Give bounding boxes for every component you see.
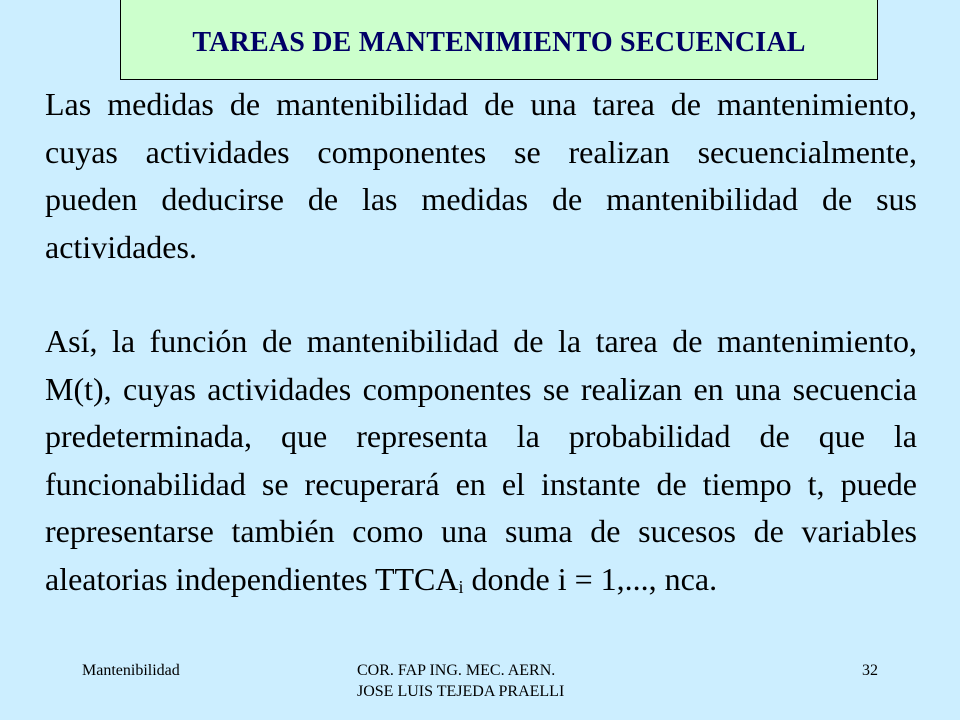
footer-author-line2: JOSE LUIS TEJEDA PRAELLI xyxy=(357,683,565,700)
paragraph-1: Las medidas de mantenibilidad de una tarea de mantenimiento, cuyas actividades componentes se realizan secuencialmente, pueden deducirse de las medidas de mantenibilidad de sus actividades. xyxy=(45,86,917,265)
footer-author-line1: COR. FAP ING. MEC. AERN. xyxy=(357,662,556,679)
paragraph-2-text: Así, la función de mantenibilidad de la tarea de mantenimiento, M(t), cuyas actividades componentes se realizan en una secuencia predeterminada, que representa la probabilidad de que la funcionabilidad se recuperará en el instante de tiempo t, puede representarse también como una suma de sucesos de variables aleatorias independientes TTCA xyxy=(45,323,917,597)
footer-center xyxy=(357,660,637,702)
title-box xyxy=(120,0,878,80)
footer-left: Mantenibilidad xyxy=(82,662,180,679)
slide-title: TAREAS DE MANTENIMIENTO SECUENCIAL xyxy=(192,26,806,58)
paragraph-2-end: donde i = 1,..., nca. xyxy=(463,560,718,597)
subscript-i: i xyxy=(458,576,464,597)
page-number: 32 xyxy=(862,662,878,679)
paragraph-2 xyxy=(45,318,917,603)
